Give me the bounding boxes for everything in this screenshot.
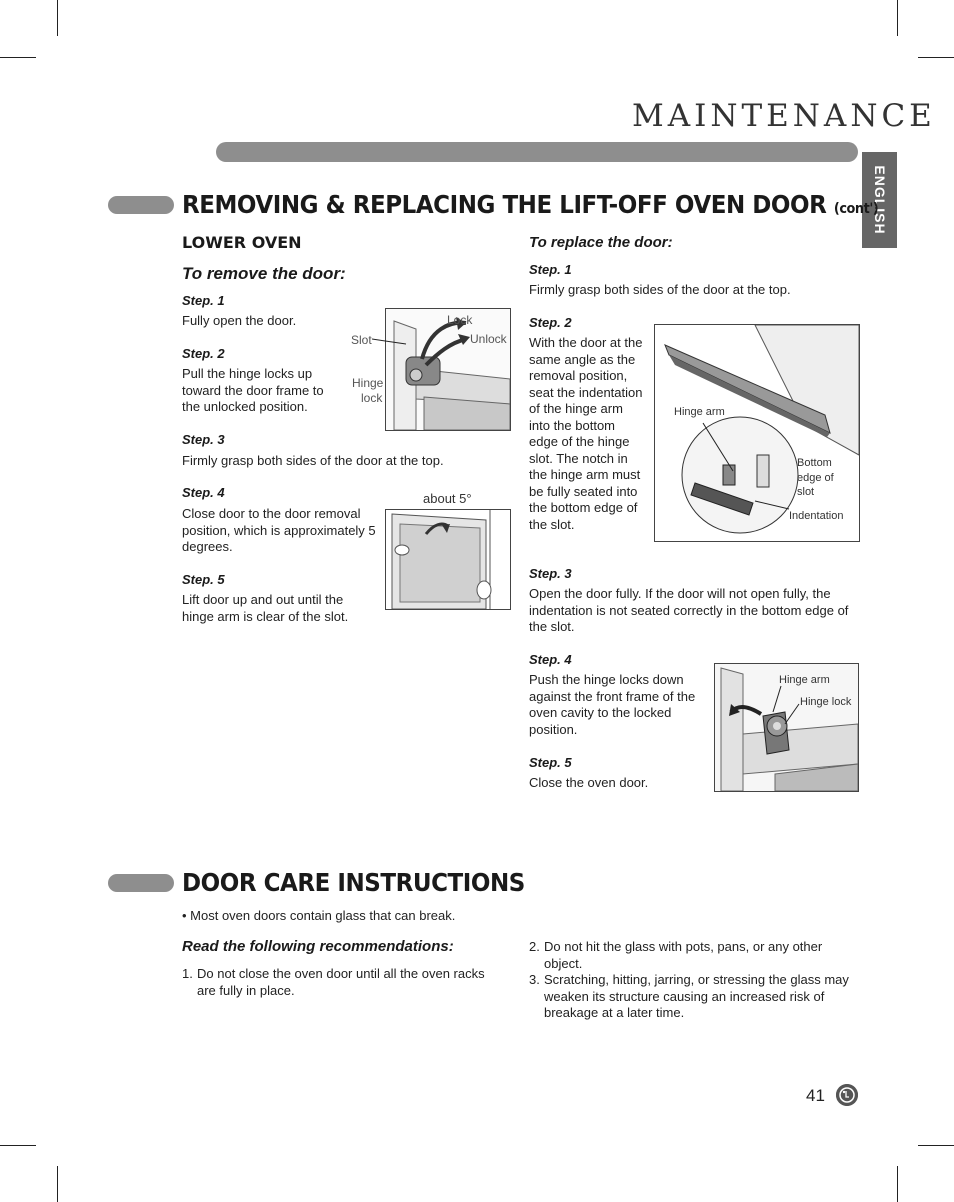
fig4-label-hinge-arm: Hinge arm xyxy=(779,674,830,686)
fig1-label-slot: Slot xyxy=(351,333,372,347)
fig4-label-hinge-lock: Hinge lock xyxy=(800,696,852,708)
crop-mark xyxy=(0,57,36,58)
fig1-label-unlock: Unlock xyxy=(470,332,507,346)
crop-mark xyxy=(57,1166,58,1202)
section-pill xyxy=(108,874,174,892)
recommendation-3-text: Scratching, hitting, jarring, or stressing the glass may weaken its structure causing an increased risk of breakage at a later time. xyxy=(544,972,849,1020)
hinge-arm-seating-drawing xyxy=(655,325,859,541)
replace-step-2-label: Step. 2 xyxy=(529,315,572,330)
language-tab-label: ENGLISH xyxy=(871,165,888,235)
crop-mark xyxy=(0,1145,36,1146)
recommendation-1-num: 1. xyxy=(182,966,193,981)
remove-step-3-label: Step. 3 xyxy=(182,432,225,447)
replace-step-3-text: Open the door fully. If the door will not open fully, the indentation is not seated correctly in the bottom edge of the slot. xyxy=(529,586,849,634)
section-title xyxy=(182,190,878,219)
recommendation-3-num: 3. xyxy=(529,972,540,987)
recommendations-heading: Read the following recommendations: xyxy=(182,938,454,955)
recommendation-3 xyxy=(529,972,859,1022)
replace-step-1-label: Step. 1 xyxy=(529,262,572,277)
fig1-label-lock: Lock xyxy=(447,313,473,327)
recommendation-2 xyxy=(529,939,859,972)
page-header-title: MAINTENANCE xyxy=(632,98,936,134)
recommendation-2-text: Do not hit the glass with pots, pans, or any other object. xyxy=(544,939,823,971)
recommendation-2-num: 2. xyxy=(529,939,540,954)
remove-step-2-text: Pull the hinge locks up toward the door frame to the unlocked position. xyxy=(182,366,324,414)
remove-step-4-label: Step. 4 xyxy=(182,485,225,500)
remove-step-3-text: Firmly grasp both sides of the door at the top. xyxy=(182,453,444,468)
replace-step-4-text: Push the hinge locks down against the front frame of the oven cavity to the locked position. xyxy=(529,672,696,737)
remove-step-5-text: Lift door up and out until the hinge arm is clear of the slot. xyxy=(182,592,349,624)
door-angle-drawing xyxy=(386,510,510,609)
lg-logo-icon xyxy=(836,1084,858,1106)
fig3-label-hinge-arm: Hinge arm xyxy=(674,406,725,418)
replace-step-5-label: Step. 5 xyxy=(529,755,572,770)
recommendation-1 xyxy=(182,966,504,999)
section-pill xyxy=(108,196,174,214)
section-title-text: REMOVING & REPLACING THE LIFT-OFF OVEN DOOR xyxy=(182,190,827,219)
replace-step-5-text: Close the oven door. xyxy=(529,775,649,790)
replace-step-1-text: Firmly grasp both sides of the door at the top. xyxy=(529,282,791,297)
door-care-bullet: • Most oven doors contain glass that can break. xyxy=(182,908,456,923)
section-title-door-care: DOOR CARE INSTRUCTIONS xyxy=(182,868,525,897)
remove-door-heading: To remove the door: xyxy=(182,264,346,283)
replace-step-2-text: With the door at the same angle as the removal position, seat the indentation of the hinge arm into the bottom edge of the hinge slot. The notch in the hinge arm must be fully seated into the bottom edge of the slot. xyxy=(529,335,643,532)
door-angle-illustration xyxy=(385,509,511,610)
remove-step-4-text: Close door to the door removal position, which is approximately 5 degrees. xyxy=(182,506,376,554)
recommendation-1-text: Do not close the oven door until all the oven racks are fully in place. xyxy=(197,966,485,998)
header-bar xyxy=(216,142,858,162)
replace-step-4-label: Step. 4 xyxy=(529,652,572,667)
replace-step-3-label: Step. 3 xyxy=(529,566,572,581)
hinge-lock-drawing xyxy=(386,309,510,430)
crop-mark xyxy=(897,1166,898,1202)
fig2-label-angle: about 5° xyxy=(423,491,472,506)
crop-mark xyxy=(918,1145,954,1146)
fig3-label-indentation: Indentation xyxy=(789,510,844,522)
fig1-label-hinge: Hinge xyxy=(352,376,384,390)
page-number: 41 xyxy=(806,1086,825,1105)
remove-step-5-label: Step. 5 xyxy=(182,572,225,587)
section-title-suffix: (cont') xyxy=(833,201,879,217)
subheading-lower-oven: LOWER OVEN xyxy=(182,233,302,252)
remove-step-1-text: Fully open the door. xyxy=(182,313,297,328)
remove-step-2-label: Step. 2 xyxy=(182,346,225,361)
fig1-slot-leader xyxy=(370,336,410,346)
replace-door-heading: To replace the door: xyxy=(529,234,673,251)
fig3-label-bottom-edge: Bottom edge of slot xyxy=(797,457,834,498)
fig1-label-lock2: lock xyxy=(361,391,383,405)
crop-mark xyxy=(897,0,898,36)
crop-mark xyxy=(918,57,954,58)
lg-logo-mark xyxy=(836,1084,858,1106)
remove-step-1-label: Step. 1 xyxy=(182,293,225,308)
crop-mark xyxy=(57,0,58,36)
